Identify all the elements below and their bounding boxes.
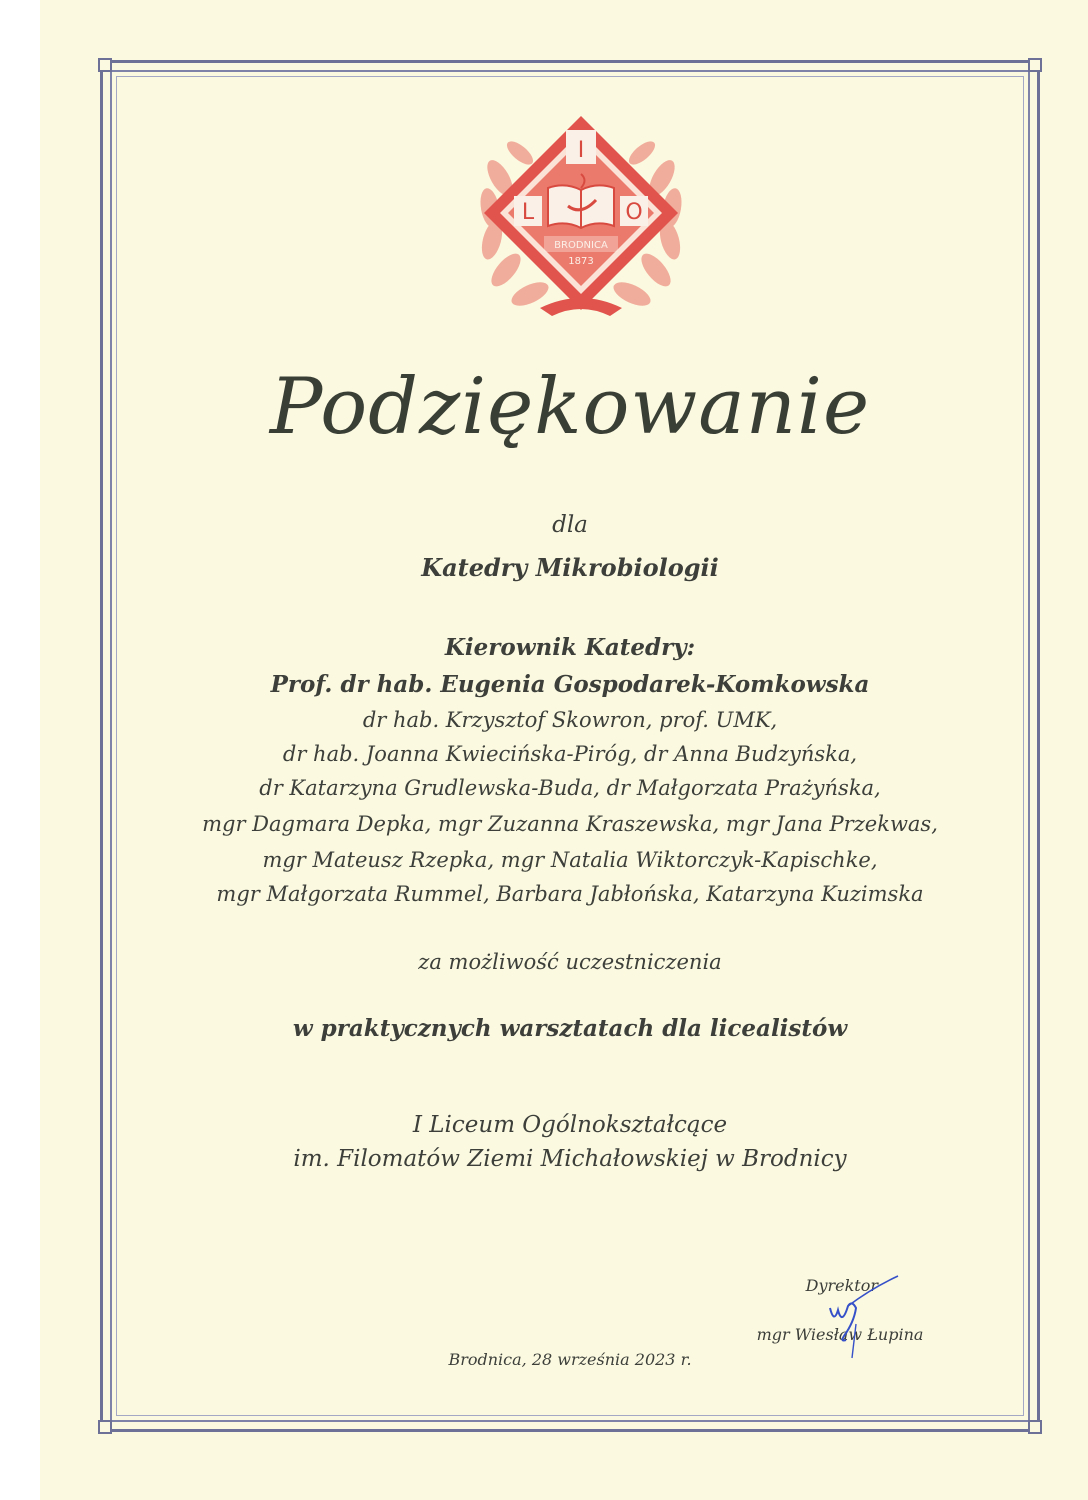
- staff-line: mgr Małgorzata Rummel, Barbara Jabłońska, Katarzyna Kuzimska: [216, 882, 924, 906]
- staff-line: dr hab. Joanna Kwiecińska-Piróg, dr Anna Budzyńska,: [282, 742, 858, 766]
- staff-line: mgr Dagmara Depka, mgr Zuzanna Kraszewska, mgr Jana Przekwas,: [202, 812, 938, 836]
- department-name: Katedry Mikrobiologii: [421, 553, 719, 582]
- staff-line: mgr Mateusz Rzepka, mgr Natalia Wiktorczyk-Kapischke,: [262, 848, 878, 872]
- reason-text: za możliwość uczestniczenia: [418, 950, 722, 974]
- handwritten-signature: [752, 1262, 952, 1362]
- frame-corner-bottom-right: [1028, 1420, 1042, 1434]
- document-title: Podziękowanie: [269, 362, 871, 452]
- frame-corner-top-left: [98, 58, 112, 72]
- school-emblem-logo: [470, 108, 692, 330]
- head-label: Kierownik Katedry:: [444, 634, 696, 661]
- intro-text: dla: [552, 512, 588, 538]
- emblem-letter-o: O: [625, 200, 643, 225]
- staff-line: dr hab. Krzysztof Skowron, prof. UMK,: [362, 708, 778, 732]
- emblem-letter-l: L: [521, 200, 535, 225]
- signer-name: mgr Wiesław Łupina: [756, 1325, 924, 1344]
- school-name-line2: im. Filomatów Ziemi Michałowskiej w Brodnicy: [293, 1146, 847, 1172]
- head-name: Prof. dr hab. Eugenia Gospodarek-Komkowska: [270, 671, 870, 698]
- frame-corner-bottom-left: [98, 1420, 112, 1434]
- signer-role: Dyrektor: [805, 1276, 878, 1295]
- frame-corner-top-right: [1028, 58, 1042, 72]
- emblem-letter-i: I: [577, 138, 585, 163]
- emblem-year-label: 1873: [568, 256, 594, 267]
- emblem-city-label: BRODNICA: [554, 240, 608, 251]
- place-date: Brodnica, 28 września 2023 r.: [448, 1350, 692, 1369]
- school-name-line1: I Liceum Ogólnokształcące: [412, 1112, 728, 1138]
- event-text: w praktycznych warsztatach dla licealistów: [292, 1015, 848, 1042]
- staff-line: dr Katarzyna Grudlewska-Buda, dr Małgorzata Prażyńska,: [259, 776, 881, 800]
